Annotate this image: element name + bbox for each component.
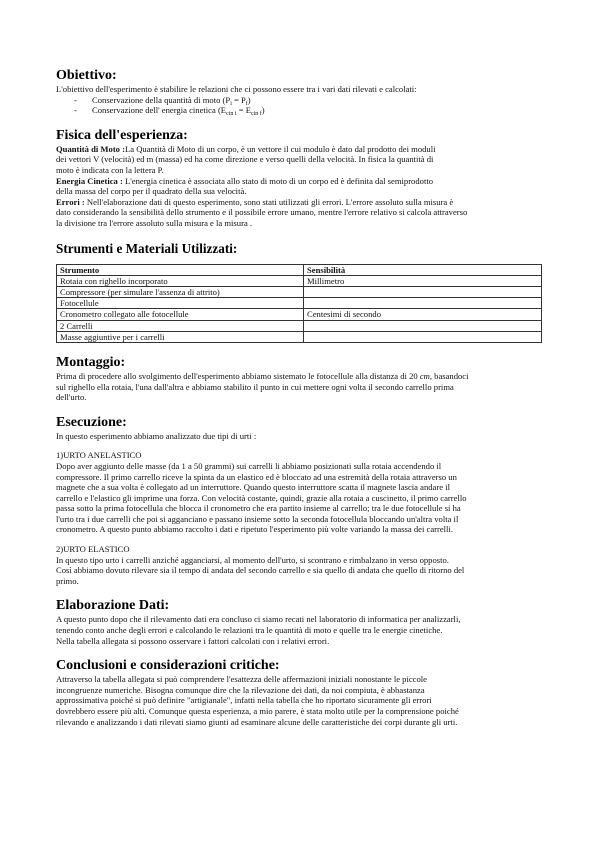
paragraph-line: Dopo aver aggiunto delle masse (da 1 a 50 grammi) sui carrelli li abbiamo posizionati sulla rotaia accendendo il	[56, 460, 442, 471]
esecuzione-intro: In questo esperimento abbiamo analizzato due tipi di urti :	[56, 430, 257, 441]
heading-strumenti: Strumenti e Materiali Utilizzati:	[56, 240, 238, 256]
table-cell	[304, 286, 542, 297]
heading-fisica: Fisica dell'esperienza:	[56, 127, 188, 143]
heading-obiettivo: Obiettivo:	[56, 68, 117, 83]
paragraph-line: dato considerando la sensibilità dello strumento e il possibile errore umano, mentre l'errore relativo si calcola attraverso	[56, 207, 468, 218]
table-cell: Centesimi di secondo	[304, 309, 542, 320]
paragraph-line: Nella tabella allegata si possono osservare i fattori calcolati con i relativi errori.	[56, 635, 330, 646]
list-item: - Conservazione dell' energia cinetica $(E_{cin i} = E_{cin f})$	[74, 105, 542, 116]
table-row	[57, 331, 542, 342]
table-cell: Cronometro collegato alle fotocellule	[57, 309, 304, 320]
paragraph-line: cronometro. A questo punto abbiamo raccolto i dati e ripetuto l'esperimento più volte variando la massa dei carrelli.	[56, 524, 453, 535]
obiettivo-intro: L'obiettivo dell'esperimento è stabilire le relazioni che ci possono essere tra i vari dati rilevati e calcolati:	[56, 84, 417, 94]
paragraph-line: moto è indicata con la lettera P.	[56, 164, 164, 175]
list-item: - Conservazione della quantità di moto $(P_i = P_f)$	[74, 95, 542, 106]
table-cell	[304, 298, 542, 309]
paragraph-line: Così abbiamo dovuto rilevare sia il tempo di andata del secondo carrello e sia quello di andata che quello di ritorno del	[56, 565, 465, 576]
paragraph-line: rilevando e analizzando i dati rilevati siamo giunti ad esaminare alcune delle caratteristiche dei corpi durante gli urti.	[56, 716, 458, 727]
paragraph-line: incongruenze numeriche. Bisogna comunque dire che la rilevazione dei dati, da noi compiuta, è abbastanza	[56, 684, 425, 695]
paragraph-line: tenendo conto anche degli errori e calcolando le relazioni tra le quantità di moto e quelle tra le energie cinetiche.	[56, 625, 443, 636]
paragraph-quantita-moto: Quantità di Moto :La Quantità di Moto di un corpo, è un vettore il cui modulo è dato dal prodotto dei moduli	[56, 143, 436, 154]
table-row	[57, 320, 542, 331]
obiettivo-list	[56, 95, 542, 116]
table-cell: Compressore (per simulare l'assenza di attrito)	[57, 286, 304, 297]
heading-elaborazione: Elaborazione Dati:	[56, 598, 170, 614]
table-cell	[304, 331, 542, 342]
heading-montaggio: Montaggio:	[56, 354, 126, 370]
column-header-strumento: Strumento	[57, 264, 304, 275]
paragraph-line: sul righello ella rotaia, l'una dall'altra e abbiamo stabilito il punto in cui mettere ogni volta il secondo carrello prima	[56, 381, 454, 392]
urto-anelastico-title: 1)URTO ANELASTICO	[56, 450, 142, 461]
paragraph-line: Prima di procedere allo svolgimento dell'esperimento abbiamo sistemato le fotocellule alla distanza di 20 cm, basandoci	[56, 370, 469, 381]
paragraph-line: carrello e l'elastico gli imprime una forza. Con velocità costante, quindi, grazie alla rotaia a cuscinetto, il primo carrello	[56, 492, 467, 503]
paragraph-energia-cinetica: Energia Cinetica : L'energia cinetica è associata allo stato di moto di un corpo ed è definita dal semiprodotto	[56, 175, 434, 186]
document-page	[56, 68, 542, 727]
table-row	[57, 309, 542, 320]
paragraph-line: dei vettori V (velocità) ed m (massa) ed ha come direzione e verso quelli della velocità. In fisica la quantità di	[56, 154, 434, 165]
table-cell: Fotocellule	[57, 298, 304, 309]
paragraph-line: A questo punto dopo che il rilevamento dati era concluso ci siamo recati nel laboratorio di informatica per analizzarli,	[56, 614, 461, 625]
heading-conclusioni: Conclusioni e considerazioni critiche:	[56, 658, 280, 674]
table-cell: Rotaia con righello incorporato	[57, 275, 304, 286]
paragraph-line: passa sotto la prima fotocellula che blocca il cronometro che era partito insieme al carrello; tra le due fotocellule si ha	[56, 503, 461, 514]
table-row	[57, 298, 542, 309]
heading-esecuzione: Esecuzione:	[56, 414, 127, 430]
urto-elastico-title: 2)URTO ELASTICO	[56, 544, 130, 555]
column-header-sensibilita: Sensibilità	[304, 264, 542, 275]
table-cell: 2 Carrelli	[57, 320, 304, 331]
paragraph-line: l'urto tra i due carrelli che poi si agganciano e passano insieme sotto la seconda fotocellula bloccando un'altra volta il	[56, 513, 459, 524]
paragraph-errori: Errori : Nell'elaborazione dati di questo esperimento, sono stati utilizzati gli errori. L'errore assoluto sulla misura è	[56, 196, 454, 207]
table-cell: Millimetro	[304, 275, 542, 286]
paragraph-line: compressore. Il primo carrello riceve la spinta da un elastico ed è bloccato ad una estremità della rotaia attraverso un	[56, 471, 457, 482]
paragraph-line: la divisione tra l'errore assoluto sulla misura e la misura .	[56, 217, 253, 228]
paragraph-line: primo.	[56, 575, 79, 586]
paragraph-line: dovrebbero essere più alti. Comunque questa esperienza, a mio parere, è stata molto utile per la comprensione poiché	[56, 706, 459, 717]
table-cell: Masse aggiuntive per i carrelli	[57, 331, 304, 342]
paragraph-line: della massa del corpo per il quadrato della sua velocità.	[56, 186, 247, 197]
paragraph-line: Attraverso la tabella allegata si può comprendere l'esattezza delle affermazioni iniziali nonostante le piccole	[56, 674, 427, 685]
paragraph-line: dell'urto.	[56, 392, 87, 403]
table-row	[57, 275, 542, 286]
table-header-row	[57, 264, 542, 275]
paragraph-line: In questo tipo urto i carrelli anziché agganciarsi, al momento dell'urto, si scontrano e rimbalzano in verso opposto.	[56, 554, 449, 565]
paragraph-line: magnete che a sua volta è collegato ad un interruttore. Quando questo interruttore scatta il magnete lascia andare il	[56, 482, 450, 493]
paragraph-line: approssimativa poiché si può definire "artigianale", infatti nella tabella che ho riportato sicuramente gli errori	[56, 695, 432, 706]
table-cell	[304, 320, 542, 331]
strumenti-table	[56, 264, 542, 343]
table-row	[57, 286, 542, 297]
